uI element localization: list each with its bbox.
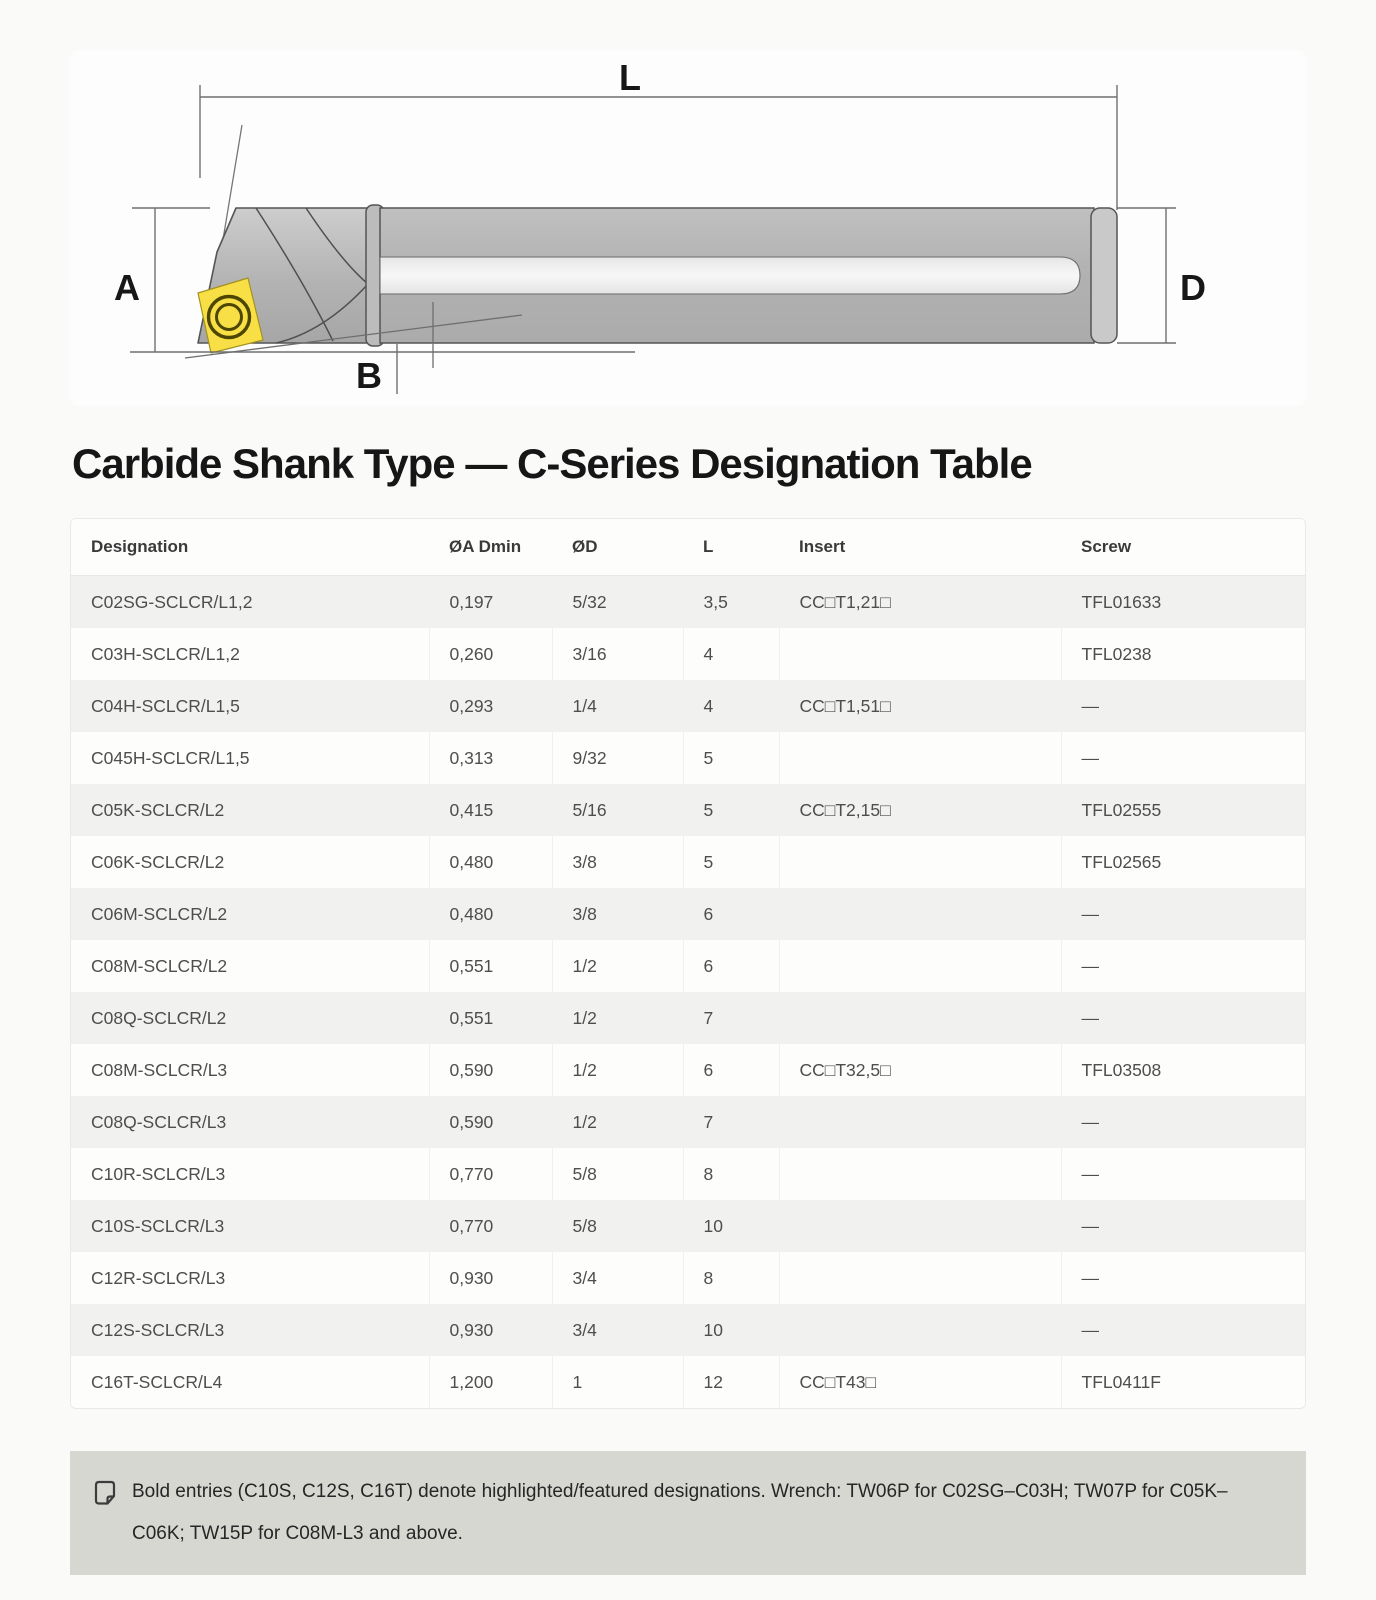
cell-screw: — — [1061, 1148, 1306, 1200]
cell-screw: — — [1061, 732, 1306, 784]
tool-diagram-card — [70, 50, 1306, 406]
cell-d: 5/8 — [552, 1200, 683, 1252]
note-icon — [94, 1480, 116, 1511]
cell-screw: TFL0411F — [1061, 1356, 1306, 1408]
dim-label-height: A — [114, 267, 140, 308]
table-row — [71, 1044, 1306, 1096]
coolant-stripe — [380, 257, 1080, 294]
table-row — [71, 1096, 1306, 1148]
cell-a_dmin: 0,480 — [429, 836, 552, 888]
designation-table — [71, 519, 1306, 1408]
cell-screw: TFL02555 — [1061, 784, 1306, 836]
cell-l: 3,5 — [683, 576, 779, 629]
cell-screw: — — [1061, 1200, 1306, 1252]
cell-l: 12 — [683, 1356, 779, 1408]
cell-a_dmin: 0,770 — [429, 1200, 552, 1252]
cell-designation: C05K-SCLCR/L2 — [91, 799, 225, 820]
cell-l: 5 — [683, 836, 779, 888]
cell-l: 5 — [683, 784, 779, 836]
cell-d: 5/32 — [552, 576, 683, 629]
cell-designation: C12S-SCLCR/L3 — [91, 1319, 225, 1340]
cell-d: 3/4 — [552, 1304, 683, 1356]
cell-d: 5/8 — [552, 1148, 683, 1200]
boring-bar-diagram — [70, 50, 1306, 406]
cell-d: 9/32 — [552, 732, 683, 784]
cell-a_dmin: 0,930 — [429, 1304, 552, 1356]
cell-l: 4 — [683, 680, 779, 732]
cell-insert — [779, 1148, 1061, 1200]
cell-a_dmin: 0,313 — [429, 732, 552, 784]
cell-insert — [779, 888, 1061, 940]
cell-insert — [779, 1252, 1061, 1304]
cell-insert — [779, 1096, 1061, 1148]
cell-screw: — — [1061, 1096, 1306, 1148]
cell-l: 10 — [683, 1304, 779, 1356]
cell-d: 1/2 — [552, 1096, 683, 1148]
cell-a_dmin: 0,590 — [429, 1096, 552, 1148]
cell-d: 3/8 — [552, 888, 683, 940]
shank-end-cap — [1091, 208, 1117, 343]
cell-d: 3/8 — [552, 836, 683, 888]
col-header-d: ØD — [552, 519, 683, 576]
cell-designation: C10S-SCLCR/L3 — [91, 1215, 225, 1236]
cell-l: 7 — [683, 992, 779, 1044]
cell-insert: CC□T43□ — [779, 1356, 1061, 1408]
table-row — [71, 628, 1306, 680]
dimension-D — [1117, 208, 1176, 343]
cell-l: 6 — [683, 1044, 779, 1096]
cell-l: 8 — [683, 1148, 779, 1200]
table-row — [71, 1356, 1306, 1408]
table-row — [71, 940, 1306, 992]
cell-insert — [779, 1200, 1061, 1252]
cell-a_dmin: 0,930 — [429, 1252, 552, 1304]
cell-l: 10 — [683, 1200, 779, 1252]
designation-table-card — [70, 518, 1306, 1409]
cell-designation: C06M-SCLCR/L2 — [91, 903, 228, 924]
table-row — [71, 576, 1306, 629]
cell-designation: C08Q-SCLCR/L2 — [91, 1007, 227, 1028]
cell-a_dmin: 0,551 — [429, 940, 552, 992]
cell-insert — [779, 836, 1061, 888]
cell-a_dmin: 0,260 — [429, 628, 552, 680]
cell-screw: — — [1061, 680, 1306, 732]
col-header-designation: Designation — [71, 519, 429, 576]
cell-a_dmin: 1,200 — [429, 1356, 552, 1408]
cell-insert — [779, 628, 1061, 680]
table-row — [71, 784, 1306, 836]
table-row — [71, 888, 1306, 940]
cell-l: 8 — [683, 1252, 779, 1304]
cell-designation: C03H-SCLCR/L1,2 — [91, 643, 240, 664]
cell-insert: CC□T32,5□ — [779, 1044, 1061, 1096]
cell-screw: — — [1061, 1252, 1306, 1304]
cell-designation: C04H-SCLCR/L1,5 — [91, 695, 240, 716]
cell-screw: — — [1061, 888, 1306, 940]
table-row — [71, 1148, 1306, 1200]
cell-d: 1/2 — [552, 992, 683, 1044]
cell-screw: — — [1061, 1304, 1306, 1356]
cell-designation: C12R-SCLCR/L3 — [91, 1267, 226, 1288]
cell-a_dmin: 0,770 — [429, 1148, 552, 1200]
table-row — [71, 992, 1306, 1044]
footnote — [70, 1451, 1306, 1575]
col-header-screw: Screw — [1061, 519, 1306, 576]
cell-insert — [779, 732, 1061, 784]
cell-designation: C06K-SCLCR/L2 — [91, 851, 225, 872]
table-row — [71, 1252, 1306, 1304]
cell-a_dmin: 0,415 — [429, 784, 552, 836]
cell-insert: CC□T1,51□ — [779, 680, 1061, 732]
cell-l: 4 — [683, 628, 779, 680]
cell-designation: C16T-SCLCR/L4 — [91, 1371, 223, 1392]
cell-a_dmin: 0,480 — [429, 888, 552, 940]
cell-screw: TFL01633 — [1061, 576, 1306, 629]
cell-insert: CC□T2,15□ — [779, 784, 1061, 836]
cell-screw: — — [1061, 992, 1306, 1044]
cell-screw: TFL0238 — [1061, 628, 1306, 680]
cell-screw: — — [1061, 940, 1306, 992]
table-row — [71, 1200, 1306, 1252]
table-header-row — [71, 519, 1306, 576]
cell-a_dmin: 0,293 — [429, 680, 552, 732]
table-row — [71, 680, 1306, 732]
cell-screw: TFL02565 — [1061, 836, 1306, 888]
cell-insert — [779, 992, 1061, 1044]
cell-a_dmin: 0,197 — [429, 576, 552, 629]
cell-a_dmin: 0,551 — [429, 992, 552, 1044]
cell-designation: C02SG-SCLCR/L1,2 — [71, 576, 429, 629]
cell-designation: C10R-SCLCR/L3 — [91, 1163, 226, 1184]
cell-d: 3/16 — [552, 628, 683, 680]
cell-a_dmin: 0,590 — [429, 1044, 552, 1096]
col-header-a-dmin: ØA Dmin — [429, 519, 552, 576]
cell-d: 3/4 — [552, 1252, 683, 1304]
dimension-L — [200, 85, 1117, 210]
cell-insert — [779, 940, 1061, 992]
cell-d: 1 — [552, 1356, 683, 1408]
col-header-insert: Insert — [779, 519, 1061, 576]
footnote-text: Bold entries (C10S, C12S, C16T) denote highlighted/featured designations. Wrench: TW06P for C02SG–C03H; TW07P for C05K–C06K; TW15P for C08M-L3 and above. — [132, 1481, 1228, 1544]
dim-label-length: L — [619, 57, 641, 98]
table-row — [71, 836, 1306, 888]
cell-l: 6 — [683, 888, 779, 940]
cell-designation: C045H-SCLCR/L1,5 — [91, 747, 250, 768]
cell-l: 7 — [683, 1096, 779, 1148]
cell-screw: TFL03508 — [1061, 1044, 1306, 1096]
cell-l: 6 — [683, 940, 779, 992]
cell-d: 1/2 — [552, 940, 683, 992]
dim-label-offset: B — [356, 355, 382, 396]
cell-designation: C08Q-SCLCR/L3 — [91, 1111, 227, 1132]
col-header-l: L — [683, 519, 779, 576]
page-title: Carbide Shank Type — C-Series Designation Table — [72, 440, 1032, 487]
dim-label-diameter: D — [1180, 267, 1206, 308]
table-row — [71, 732, 1306, 784]
cell-d: 1/4 — [552, 680, 683, 732]
designation-table-body — [71, 576, 1306, 1409]
cell-designation: C08M-SCLCR/L2 — [91, 955, 228, 976]
cell-designation: C08M-SCLCR/L3 — [91, 1059, 228, 1080]
cell-d: 1/2 — [552, 1044, 683, 1096]
table-row — [71, 1304, 1306, 1356]
cell-insert — [779, 1304, 1061, 1356]
cell-d: 5/16 — [552, 784, 683, 836]
cell-l: 5 — [683, 732, 779, 784]
cell-insert: CC□T1,21□ — [779, 576, 1061, 629]
